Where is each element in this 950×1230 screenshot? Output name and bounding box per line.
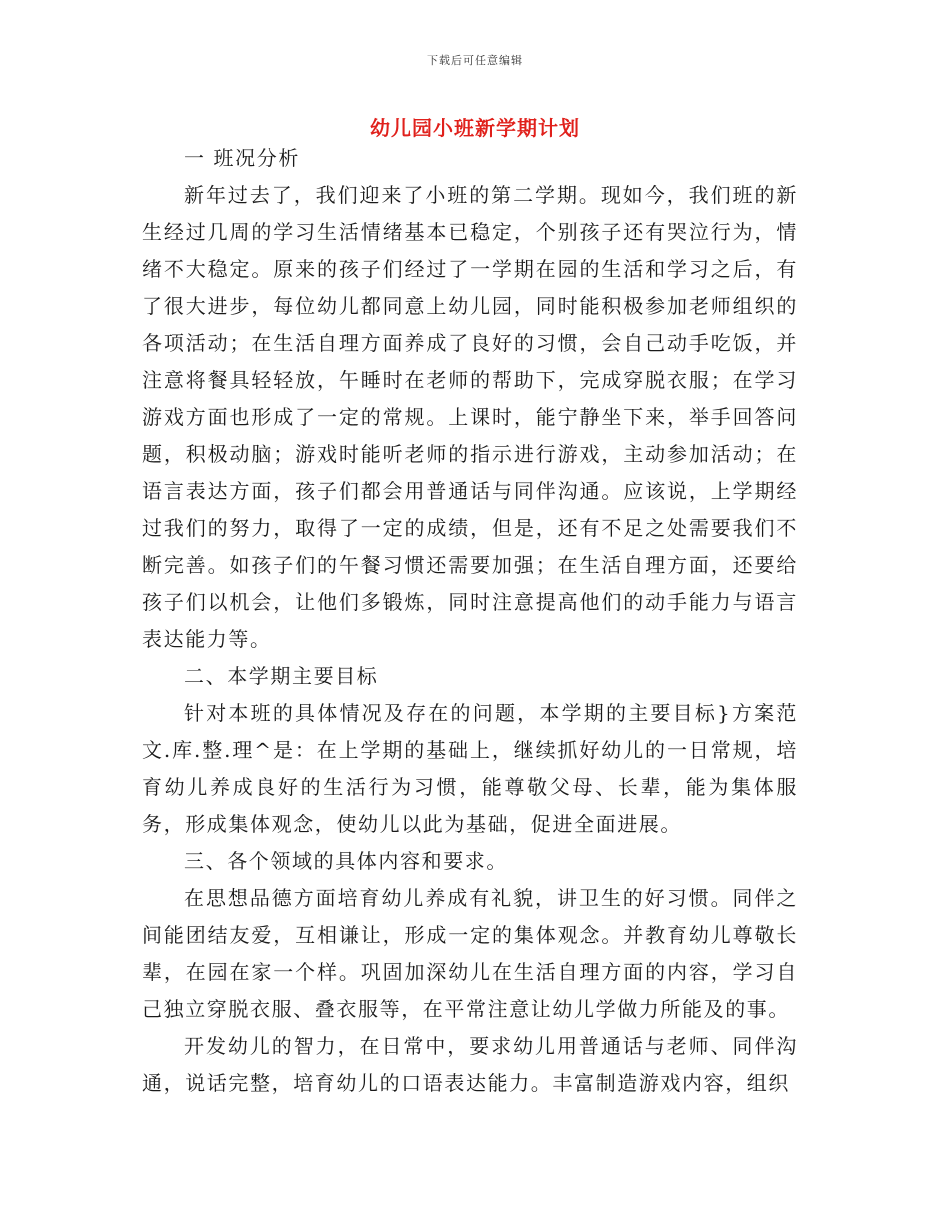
paragraph-intelligence: 开发幼儿的智力，在日常中，要求幼儿用普通话与老师、同伴沟通，说话完整，培育幼儿的口语表达能力。丰富制造游戏内容，组织 — [142, 1034, 798, 1095]
document-title: 幼儿园小班新学期计划 — [370, 116, 580, 140]
header-note: 下载后可任意编辑 — [427, 54, 523, 67]
section-heading-class-analysis: 一 班况分析 — [184, 146, 300, 170]
document-body — [142, 140, 798, 1102]
section-heading-domains: 三、各个领域的具体内容和要求。 — [184, 849, 508, 873]
section-heading-main-goals: 二、本学期主要目标 — [184, 664, 379, 688]
paragraph-moral-education: 在思想品德方面培育幼儿养成有礼貌，讲卫生的好习惯。同伴之间能团结友爱，互相谦让，形成一定的集体观念。并教育幼儿尊敬长辈，在园在家一个样。巩固加深幼儿在生活自理方面的内容，学习自己独立穿脱衣服、叠衣服等，在平常注意让幼儿学做力所能及的事。 — [142, 886, 798, 1021]
paragraph-main-goals: 针对本班的具体情况及存在的问题，本学期的主要目标}方案范文.库.整.理^是：在上学期的基础上，继续抓好幼儿的一日常规，培育幼儿养成良好的生活行为习惯，能尊敬父母、长辈，能为集体服务，形成集体观念，使幼儿以此为基础，促进全面进展。 — [142, 701, 798, 836]
paragraph-class-analysis: 新年过去了，我们迎来了小班的第二学期。现如今，我们班的新生经过几周的学习生活情绪基本已稳定，个别孩子还有哭泣行为，情绪不大稳定。原来的孩子们经过了一学期在园的生活和学习之后，有了很大进步，每位幼儿都同意上幼儿园，同时能积极参加老师组织的各项活动；在生活自理方面养成了良好的习惯，会自己动手吃饭，并注意将餐具轻轻放，午睡时在老师的帮助下，完成穿脱衣服；在学习游戏方面也形成了一定的常规。上课时，能宁静坐下来，举手回答问题，积极动脑；游戏时能听老师的指示进行游戏，主动参加活动；在语言表达方面，孩子们都会用普通话与同伴沟通。应该说，上学期经过我们的努力，取得了一定的成绩，但是，还有不足之处需要我们不断完善。如孩子们的午餐习惯还需要加强；在生活自理方面，还要给孩子们以机会，让他们多锻炼，同时注意提高他们的动手能力与语言表达能力等。 — [142, 183, 798, 651]
